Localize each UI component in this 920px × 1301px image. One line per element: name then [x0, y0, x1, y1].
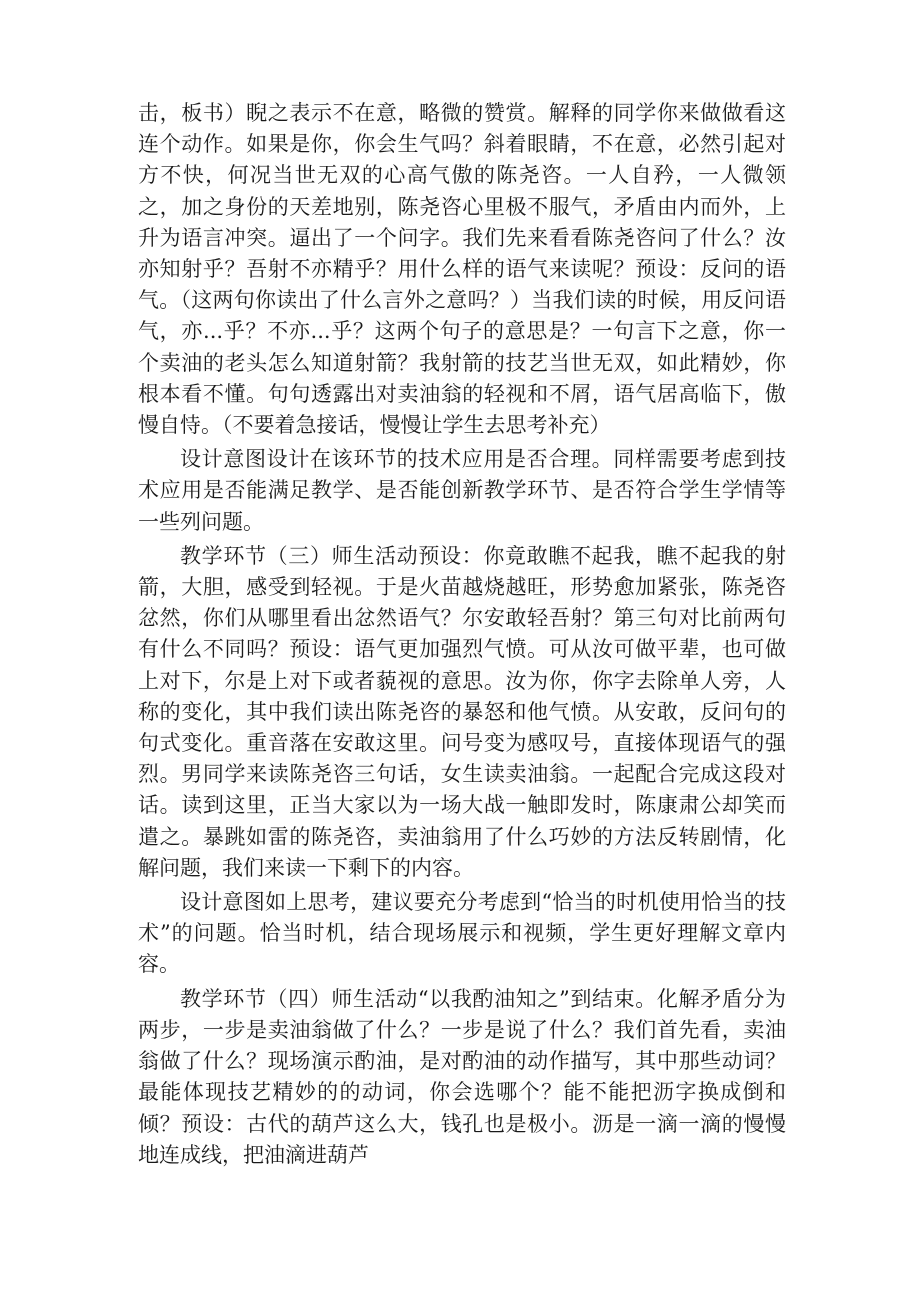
- paragraph-1: 击，板书）睨之表示不在意，略微的赞赏。解释的同学你来做做看这连个动作。如果是你，你会生气吗？斜着眼睛，不在意，必然引起对方不快，何况当世无双的心高气傲的陈尧咨。一人自矜，一人微领之，加之身份的天差地别，陈尧咨心里极不服气，矛盾由内而外，上升为语言冲突。逼出了一个问字。我们先来看看陈尧咨问了什么？汝亦知射乎？吾射不亦精乎？用什么样的语气来读呢？预设：反问的语气。（这两句你读出了什么言外之意吗？）当我们读的时候，用反问语气，亦...乎？不亦...乎？这两个句子的意思是？一句言下之意，你一个卖油的老头怎么知道射箭？我射箭的技艺当世无双，如此精妙，你根本看不懂。句句透露出对卖油翁的轻视和不屑，语气居高临下，傲慢自恃。（不要着急接话，慢慢让学生去思考补充）: [138, 101, 786, 438]
- paragraph-4: 设计意图如上思考，建议要充分考虑到“恰当的时机使用恰当的技术”的问题。恰当时机，结合现场展示和视频，学生更好理解文章内容。: [138, 890, 786, 977]
- document-page: [138, 98, 786, 1174]
- paragraph-3: 教学环节（三）师生活动预设：你竟敢瞧不起我，瞧不起我的射箭，大胆，感受到轻视。于是火苗越烧越旺，形势愈加紧张，陈尧咨忿然，你们从哪里看出忿然语气？尔安敢轻吾射？第三句对比前两句有什么不同吗？预设：语气更加强烈气愤。可从汝可做平辈，也可做上对下，尔是上对下或者藐视的意思。汝为你，你字去除单人旁，人称的变化，其中我们读出陈尧咨的暴怒和他气愤。从安敢，反问句的句式变化。重音落在安敢这里。问号变为感叹号，直接体现语气的强烈。男同学来读陈尧咨三句话，女生读卖油翁。一起配合完成这段对话。读到这里，正当大家以为一场大战一触即发时，陈康肃公却笑而遣之。暴跳如雷的陈尧咨，卖油翁用了什么巧妙的方法反转剧情，化解问题，我们来读一下剩下的内容。: [138, 543, 786, 880]
- paragraph-2: 设计意图设计在该环节的技术应用是否合理。同样需要考虑到技术应用是否能满足教学、是否能创新教学环节、是否符合学生学情等一些列问题。: [138, 447, 786, 534]
- paragraph-5: 教学环节（四）师生活动“以我酌油知之”到结束。化解矛盾分为两步，一步是卖油翁做了什么？一步是说了什么？我们首先看，卖油翁做了什么？现场演示酌油，是对酌油的动作描写，其中那些动词？最能体现技艺精妙的的动词，你会选哪个？能不能把沥字换成倒和倾？预设：古代的葫芦这么大，钱孔也是极小。沥是一滴一滴的慢慢地连成线，把油滴进葫芦: [138, 986, 786, 1167]
